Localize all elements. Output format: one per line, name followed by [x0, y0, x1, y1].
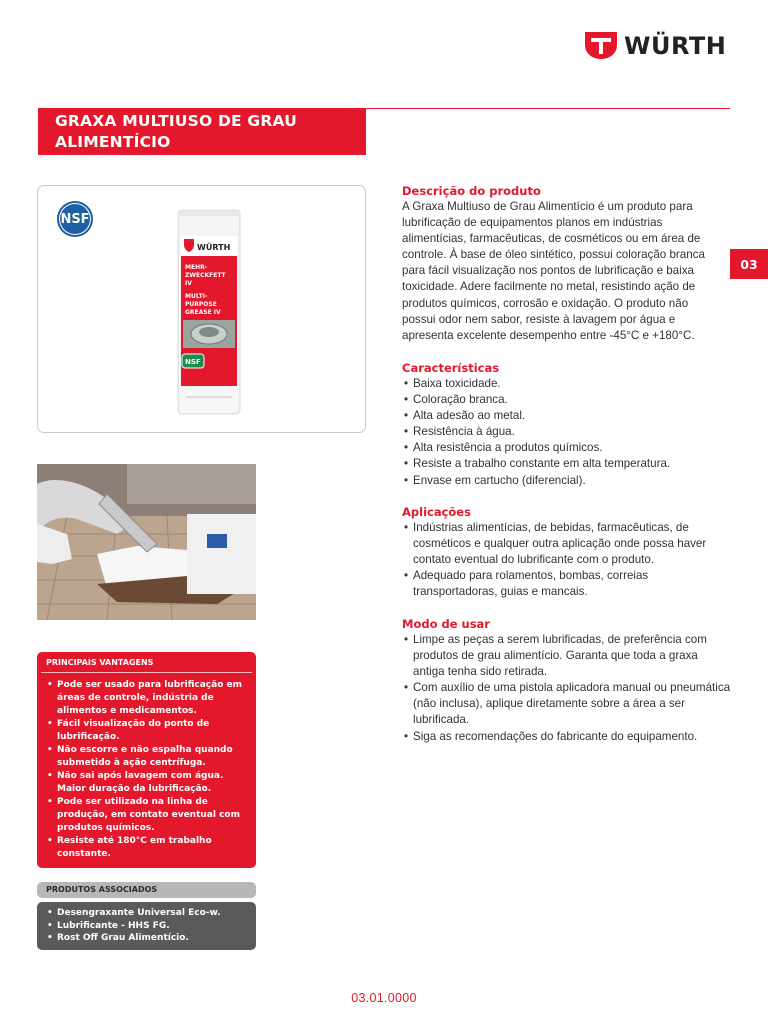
tube-line: ZWECKFETT [185, 272, 226, 279]
list-item: • Siga as recomendações do fabricante do equipamento. [413, 729, 732, 745]
list-item: • Resistência à água. [413, 424, 732, 440]
wurth-logo-mark-icon [584, 30, 618, 60]
tube-line: IV [185, 280, 192, 287]
applications-list [402, 520, 732, 600]
tube-brand: WÜRTH [197, 243, 231, 252]
advantages-box [37, 652, 256, 868]
application-photo [37, 464, 256, 620]
characteristics-section [402, 376, 732, 489]
list-item: • Envase em cartucho (diferencial). [413, 473, 732, 489]
list-item: • Pode ser usado para lubrificação em áreas de controle, indústria de alimentos e medicamentos. [57, 679, 246, 718]
list-item: • Desengraxante Universal Eco-w. [57, 907, 250, 920]
usage-list [402, 632, 732, 745]
wurth-logo [584, 28, 734, 64]
tube-nsf: NSF [185, 358, 201, 366]
tube-line: MEHR- [185, 264, 208, 271]
tube-line: MULTI- [185, 293, 208, 300]
list-item: • Baixa toxicidade. [413, 376, 732, 392]
list-item: • Limpe as peças a serem lubrificadas, de preferência com produtos de grau alimentício. Garanta que toda a graxa antiga tenha sido retirada. [413, 632, 732, 680]
list-item: • Com auxílio de uma pistola aplicadora manual ou pneumática (não inclusa), aplique diretamente sobre a área a ser lubrificada. [413, 680, 732, 728]
usage-section [402, 632, 732, 745]
applications-section [402, 520, 732, 600]
page-title: GRAXA MULTIUSO DE GRAU ALIMENTÍCIO [38, 109, 366, 155]
section-tab: 03 [730, 249, 768, 279]
tube-line: GREASE IV [185, 309, 221, 316]
advantages-heading: PRINCIPAIS VANTAGENS [46, 658, 154, 667]
tube-line: PURPOSE [185, 301, 217, 308]
advantages-list [41, 673, 252, 861]
usage-heading: Modo de usar [402, 617, 490, 631]
associated-products-content [37, 902, 256, 950]
characteristics-heading: Características [402, 361, 500, 375]
grease-tube-image [176, 206, 242, 418]
list-item: • Adequado para rolamentos, bombas, correias transportadoras, guias e mancais. [413, 568, 732, 600]
characteristics-list [402, 376, 732, 489]
list-item: • Rost Off Grau Alimentício. [57, 932, 250, 945]
list-item: • Coloração branca. [413, 392, 732, 408]
list-item: • Lubrificante - HHS FG. [57, 920, 250, 933]
advantages-content [41, 672, 252, 865]
list-item: • Indústrias alimentícias, de bebidas, farmacêuticas, de cosméticos e qualquer outra aplicação onde possa haver contato eventual do lubrificante com o produto. [413, 520, 732, 568]
description-text: A Graxa Multiuso de Grau Alimentício é um produto para lubrificação de equipamentos planos em indústrias alimentícias, farmacêuticas, de cosméticos ou em área de controle. À base de óleo sintético, possui coloração branca para fácil visualização nos pontos de lubrificação e baixa toxicidade. Adere facilmente no metal, resistindo ação de produtos químicos, corrosão e oxidação. O produto não possui odor nem sabor, resiste à lavagem por água e apresenta excelente desempenho entre -45°C e +180°C. [402, 200, 705, 342]
list-item: • Não sai após lavagem com água. Maior duração da lubrificação. [57, 770, 246, 796]
applications-heading: Aplicações [402, 505, 471, 519]
list-item: • Alta resistência a produtos químicos. [413, 440, 732, 456]
list-item: • Resiste até 180°C em trabalho constante. [57, 835, 246, 861]
associated-products-heading: PRODUTOS ASSOCIADOS [37, 882, 256, 898]
associated-products-list [37, 902, 256, 945]
page-code: 03.01.0000 [351, 991, 417, 1005]
list-item: • Pode ser utilizado na linha de produção, em contato eventual com produtos químicos. [57, 796, 246, 835]
logo-text: WÜRTH [624, 32, 727, 60]
list-item: • Resiste a trabalho constante em alta temperatura. [413, 456, 732, 472]
associated-products-box [37, 882, 256, 950]
list-item: • Não escorre e não espalha quando submetido à ação centrífuga. [57, 744, 246, 770]
list-item: • Alta adesão ao metal. [413, 408, 732, 424]
product-image-panel [37, 185, 366, 433]
description-heading: Descrição do produto [402, 184, 541, 198]
nsf-badge: NSF [57, 201, 93, 237]
list-item: • Fácil visualização do ponto de lubrificação. [57, 718, 246, 744]
